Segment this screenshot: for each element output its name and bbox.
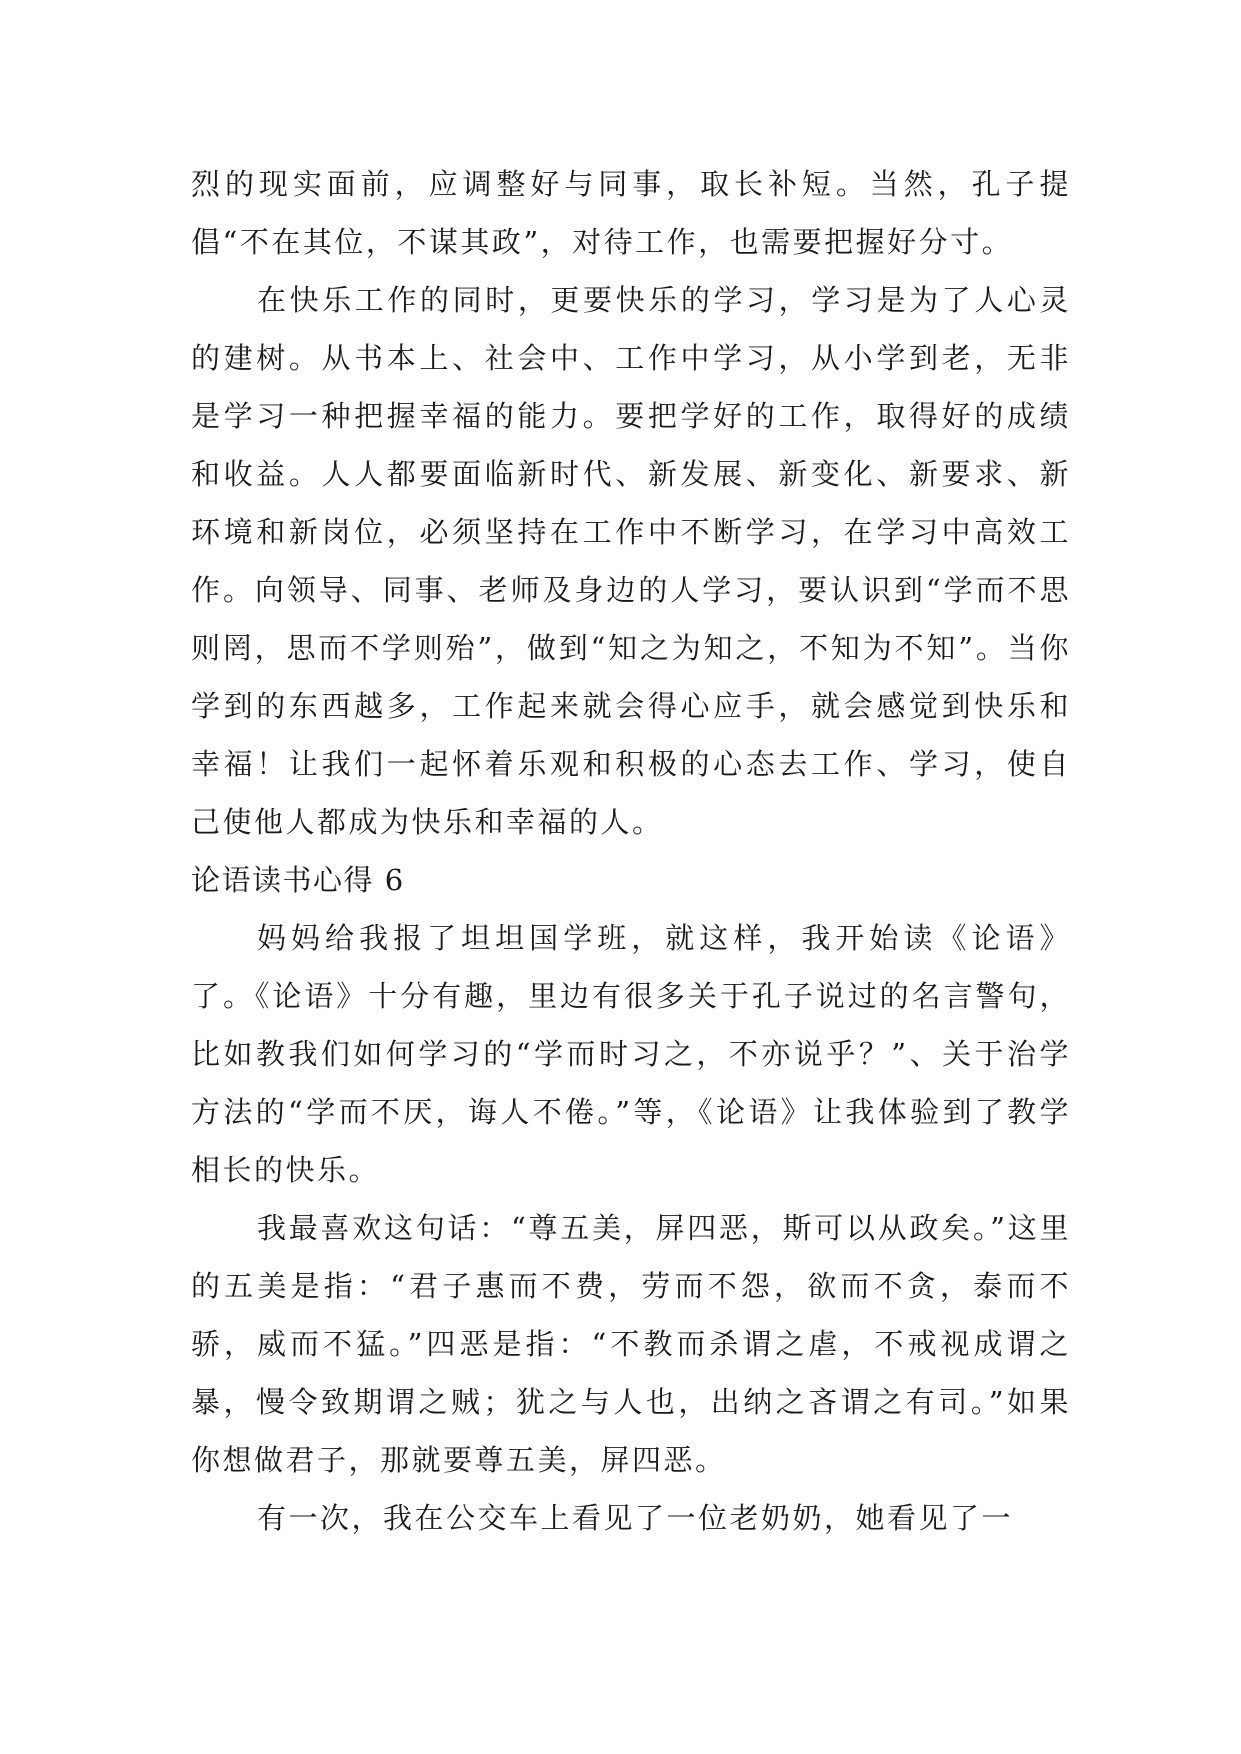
document-page bbox=[191, 155, 1071, 1547]
paragraph-1: 烈的现实面前，应调整好与同事，取长补短。当然，孔子提倡“不在其位，不谋其政”，对待工作，也需要把握好分寸。 bbox=[191, 167, 1071, 259]
section-heading: 论语读书心得 6 bbox=[191, 863, 405, 897]
paragraph-4: 我最喜欢这句话：“尊五美，屏四恶，斯可以从政矣。”这里的五美是指：“君子惠而不费，劳而不怨，欲而不贪，泰而不骄，威而不猛。”四恶是指：“不教而杀谓之虐，不戒视成谓之暴，慢令致期谓之贼；犹之与人也，出纳之吝谓之有司。”如果你想做君子，那就要尊五美，屏四恶。 bbox=[191, 1211, 1071, 1477]
paragraph-5: 有一次，我在公交车上看见了一位老奶奶，她看见了一 bbox=[257, 1501, 1014, 1535]
paragraph-2: 在快乐工作的同时，更要快乐的学习，学习是为了人心灵的建树。从书本上、社会中、工作中学习，从小学到老，无非是学习一种把握幸福的能力。要把学好的工作，取得好的成绩和收益。人人都要面临新时代、新发展、新变化、新要求、新环境和新岗位，必须坚持在工作中不断学习，在学习中高效工作。向领导、同事、老师及身边的人学习，要认识到“学而不思则罔，思而不学则殆”，做到“知之为知之，不知为不知”。当你学到的东西越多，工作起来就会得心应手，就会感觉到快乐和幸福！让我们一起怀着乐观和积极的心态去工作、学习，使自己使他人都成为快乐和幸福的人。 bbox=[191, 283, 1071, 839]
paragraph-3: 妈妈给我报了坦坦国学班，就这样，我开始读《论语》了。《论语》十分有趣，里边有很多关于孔子说过的名言警句，比如教我们如何学习的“学而时习之，不亦说乎？”、关于治学方法的“学而不厌，诲人不倦。”等，《论语》让我体验到了教学相长的快乐。 bbox=[191, 921, 1071, 1187]
